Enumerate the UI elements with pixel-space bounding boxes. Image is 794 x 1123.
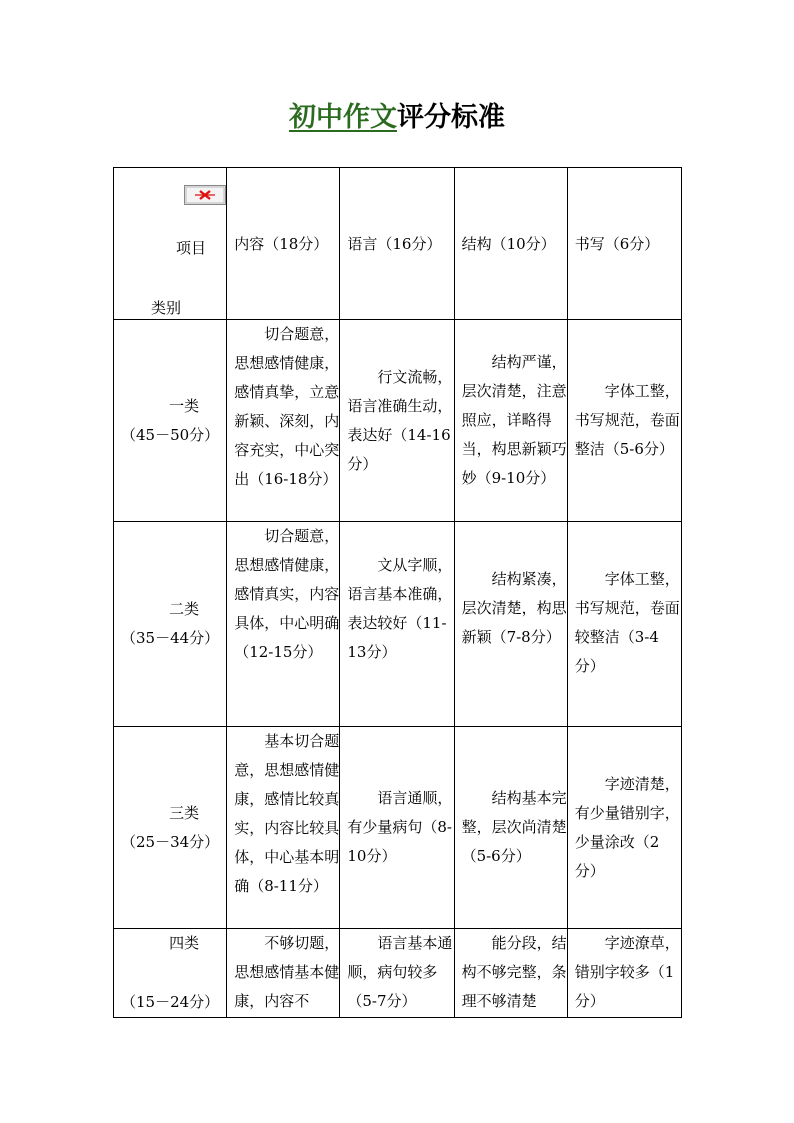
language-cell: 语言通顺，有少量病句（8-10分） <box>340 727 454 929</box>
structure-cell: 结构严谨，层次清楚，注意照应，详略得当，构思新颖巧妙（9-10分） <box>454 320 567 522</box>
structure-cell: 结构基本完整，层次尚清楚（5-6分） <box>454 727 567 929</box>
column-header-content: 内容（18分） <box>227 168 340 320</box>
class-name: 一类 <box>169 396 200 415</box>
content-cell: 不够切题，思想感情基本健康，内容不 <box>227 929 340 1018</box>
header-corner-cell <box>114 168 227 320</box>
writing-cell: 字迹清楚，有少量错别字，少量涂改（2分） <box>567 727 681 929</box>
table-row <box>114 727 682 929</box>
column-header-structure: 结构（10分） <box>454 168 567 320</box>
table-row <box>114 929 682 1018</box>
writing-cell: 字体工整，书写规范，卷面较整洁（3-4分） <box>567 522 681 727</box>
content-cell: 切合题意，思想感情健康，感情真挚，立意新颖、深刻，内容充实，中心突出（16-18分） <box>227 320 340 522</box>
class-range: （45－50分） <box>121 425 220 444</box>
class-name: 四类 <box>169 934 200 952</box>
class-name: 三类 <box>169 803 200 822</box>
header-item-label: 项目 <box>176 239 207 257</box>
scoring-table <box>113 167 682 1018</box>
class-range: （35－44分） <box>121 629 220 647</box>
content-cell: 切合题意，思想感情健康，感情真实，内容具体，中心明确（12-15分） <box>227 522 340 727</box>
language-cell: 语言基本通顺，病句较多（5-7分） <box>340 929 454 1018</box>
table-row <box>114 522 682 727</box>
title-highlight: 初中作文 <box>289 102 397 133</box>
class-cell <box>114 727 227 929</box>
writing-cell: 字体工整，书写规范，卷面整洁（5-6分） <box>567 320 681 522</box>
class-range: （15－24分） <box>121 993 220 1011</box>
table-header-row <box>114 168 682 320</box>
class-cell <box>114 320 227 522</box>
content-cell: 基本切合题意，思想感情健康，感情比较真实，内容比较具体，中心基本明确（8-11分） <box>227 727 340 929</box>
column-header-language: 语言（16分） <box>340 168 454 320</box>
class-cell <box>114 929 227 1018</box>
column-header-writing: 书写（6分） <box>567 168 681 320</box>
table-row <box>114 320 682 522</box>
structure-cell: 能分段，结构不够完整，条理不够清楚 <box>454 929 567 1018</box>
broken-image-icon <box>184 185 226 205</box>
title-rest: 评分标准 <box>397 102 505 133</box>
page-title <box>0 98 794 138</box>
header-category-label: 类别 <box>151 299 182 317</box>
structure-cell: 结构紧凑，层次清楚，构思新颖（7-8分） <box>454 522 567 727</box>
class-range: （25－34分） <box>121 832 220 851</box>
class-name: 二类 <box>169 600 200 618</box>
writing-cell: 字迹潦草，错别字较多（1分） <box>567 929 681 1018</box>
language-cell: 文从字顺，语言基本准确，表达较好（11-13分） <box>340 522 454 727</box>
language-cell: 行文流畅，语言准确生动，表达好（14-16分） <box>340 320 454 522</box>
class-cell <box>114 522 227 727</box>
